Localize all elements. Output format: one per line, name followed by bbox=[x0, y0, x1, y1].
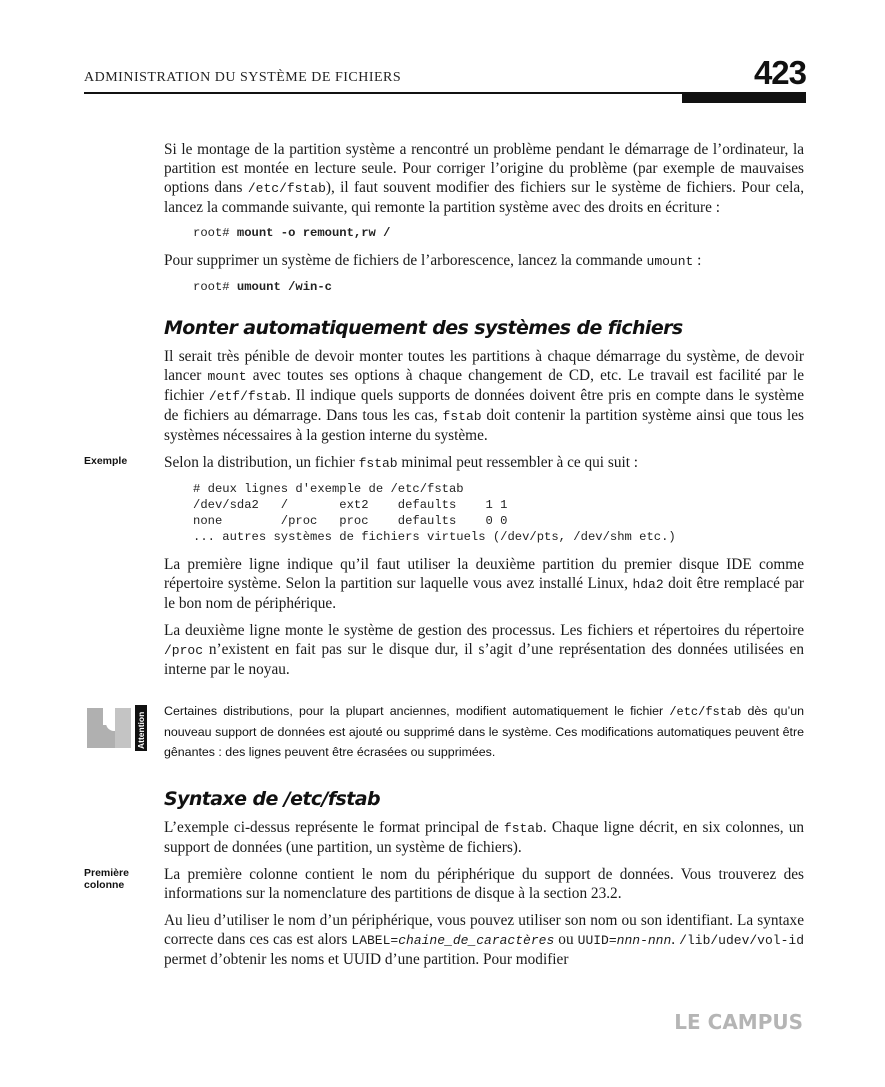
section-heading: Monter automatiquement des systèmes de fichiers bbox=[164, 317, 683, 339]
paragraph: L’exemple ci-dessus représente le format principal de fstab. Chaque ligne décrit, en six colonnes, un support de données (une partition, un système de fichiers). bbox=[164, 819, 804, 856]
attention-text: Certaines distributions, pour la plupart anciennes, modifient automatiquement le fichier /etc/fstab dès qu’un nouveau support de données est ajouté ou supprimé dans le système. Ces modifications automatiques peuvent être gênantes : des lignes peuvent être écrasées ou supprimées. bbox=[164, 704, 804, 759]
paragraph: Il serait très pénible de devoir monter toutes les partitions à chaque démarrage du système, de devoir lancer mount avec toutes ses options à chaque changement de CD, etc. Le travail est facilité par le fichier /etf/fstab. Il indique quels supports de données doivent être pris en compte dans le système de fichiers au démarrage. Dans tous les cas, fstab doit contenir la partition système ainsi que tous les systèmes nécessaires à la gestion interne du système. bbox=[164, 348, 805, 444]
paragraph: La première colonne contient le nom du périphérique du support de données. Vous trouverez des informations sur la nomenclature des partitions de disque à la section 23.2. bbox=[164, 866, 804, 902]
attention-box bbox=[136, 701, 804, 762]
paragraph: La première ligne indique qu’il faut utiliser la deuxième partition du premier disque IDE comme répertoire système. Selon la partition sur laquelle vous avez installé Linux, hda2 doit être remplacé par le bon nom de périphérique. bbox=[164, 556, 804, 612]
section-heading: Syntaxe de /etc/fstab bbox=[164, 788, 380, 810]
paragraph: Pour supprimer un système de fichiers de l’arborescence, lancez la commande umount : bbox=[164, 252, 702, 269]
fstab-example: # deux lignes d'exemple de /etc/fstab /dev/sda2 / ext2 defaults 1 1 none /proc proc defaults 0 0 ... autres systèmes de fichiers virtuels (/dev/pts, /dev/shm etc.) bbox=[193, 482, 676, 544]
svg-text:Attention: Attention bbox=[136, 711, 146, 749]
paragraph: Au lieu d’utiliser le nom d’un périphérique, vous pouvez utiliser son nom ou son identifiant. La syntaxe correcte dans ces cas est alors LABEL=chaine_de_caractères ou UUID=nnn-nnn. /lib/udev/vol-id permet d’obtenir les noms et UUID d’une partition. Pour modifier bbox=[164, 912, 804, 968]
header-bar bbox=[682, 94, 806, 103]
running-header bbox=[84, 54, 806, 98]
attention-icon bbox=[85, 705, 147, 751]
paragraph: La deuxième ligne monte le système de gestion des processus. Les fichiers et répertoires du répertoire /proc n’existent en fait pas sur le disque dur, il s’agit d’une représentation des données utilisées en interne par le noyau. bbox=[164, 622, 804, 678]
margin-note-first-column: Première colonne bbox=[84, 867, 129, 891]
page-content bbox=[84, 140, 805, 977]
paragraph: Si le montage de la partition système a rencontré un problème pendant le démarrage de l’ordinateur, la partition est montée en lecture seule. Pour corriger l’origine du problème (par exemple de mauvaises options dans /etc/fstab), il faut souvent modifier des fichiers sur le système de fichiers. Pour cela, lancez la commande suivante, qui remonte la partition système avec des droits en écriture : bbox=[164, 141, 805, 216]
paragraph: Selon la distribution, un fichier fstab minimal peut ressembler à ce qui suit : bbox=[164, 454, 639, 471]
chapter-title: ADMINISTRATION DU SYSTÈME DE FICHIERS bbox=[84, 70, 402, 85]
command-block: root# umount /win-c bbox=[193, 280, 332, 294]
margin-note-example: Exemple bbox=[84, 455, 128, 467]
publisher-logo: LE CAMPUS bbox=[674, 1010, 803, 1034]
page-number: 423 bbox=[753, 54, 806, 91]
command-block: root# mount -o remount,rw / bbox=[193, 226, 391, 240]
